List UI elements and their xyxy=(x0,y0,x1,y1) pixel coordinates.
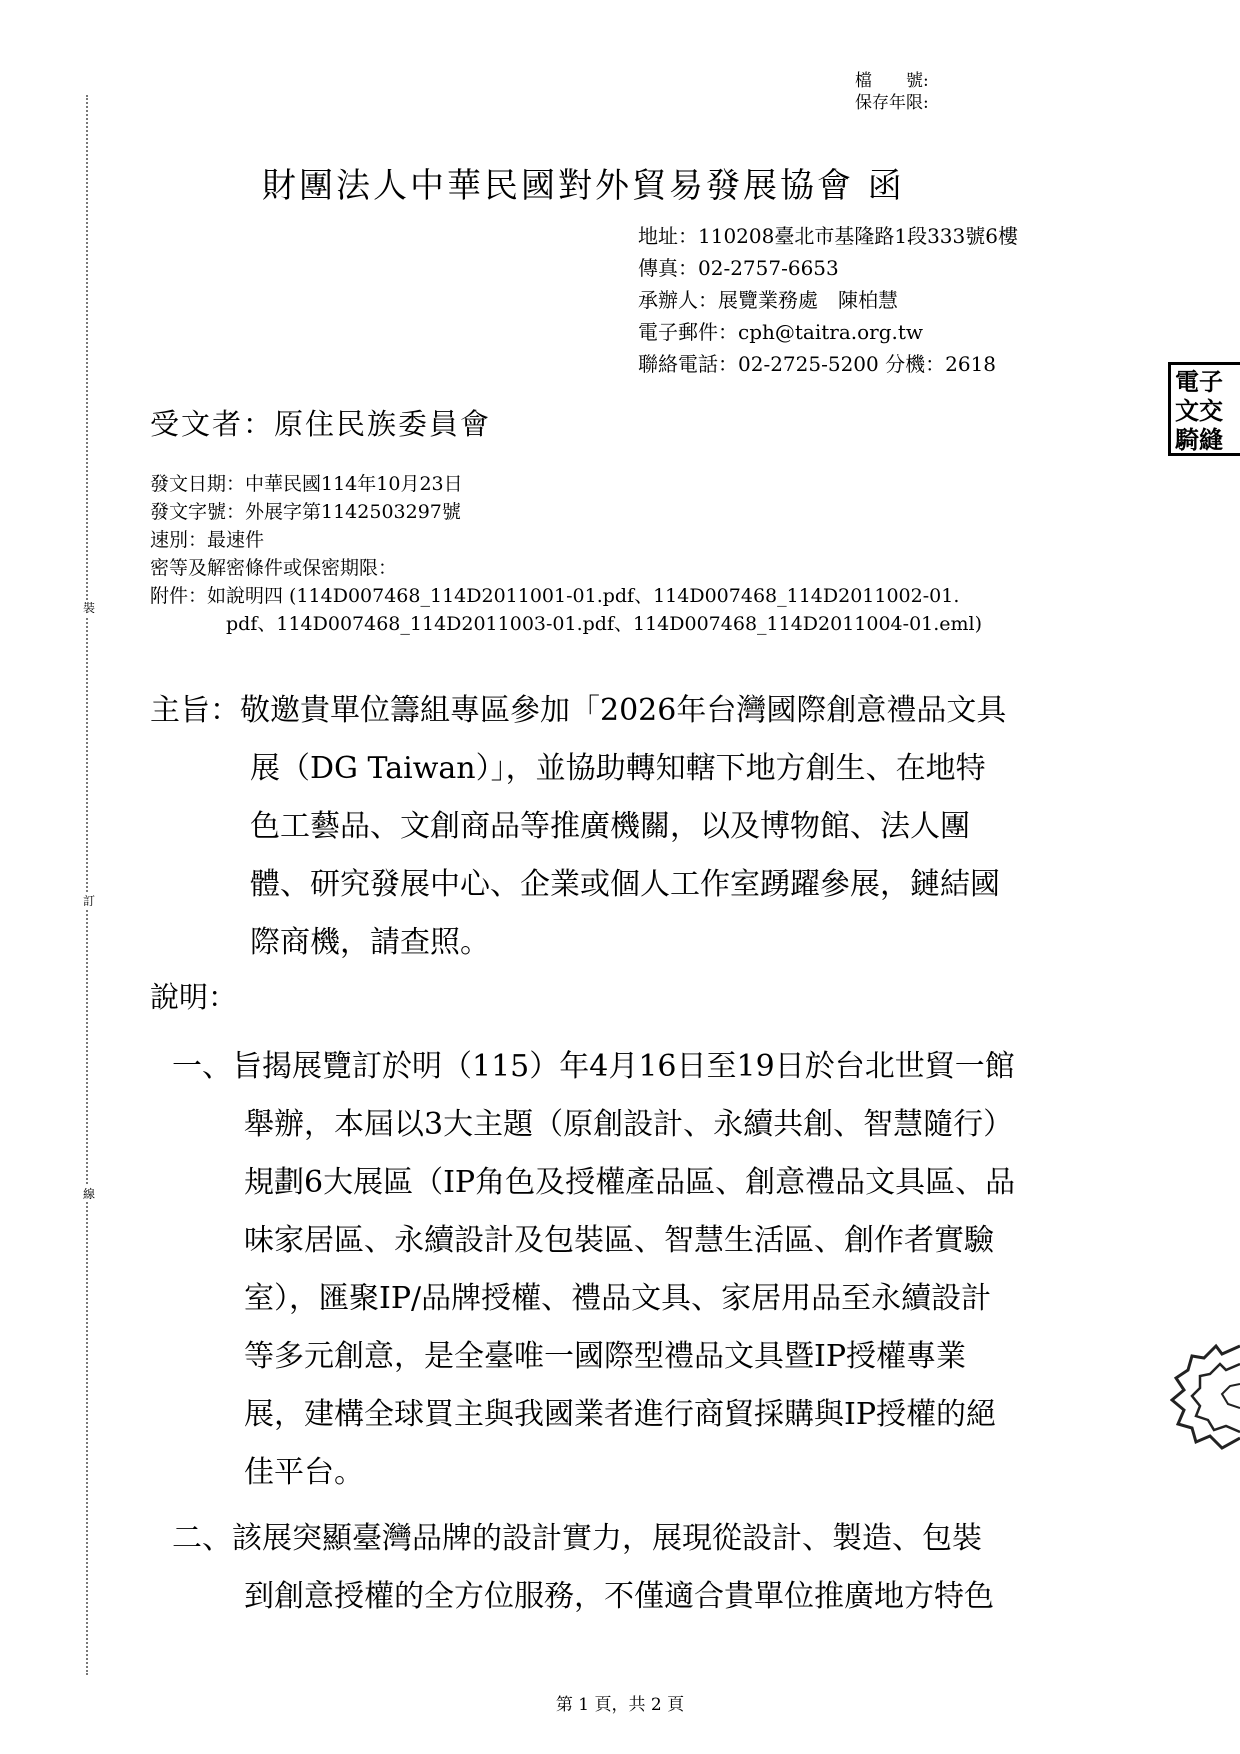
security-level: 密等及解密條件或保密期限： xyxy=(150,557,398,579)
subject-line: 展（DG Taiwan）」，並協助轉知轄下地方創生、在地特 xyxy=(250,751,986,786)
item-line: 展，建構全球買主與我國業者進行商貿採購與IP授權的絕 xyxy=(244,1397,997,1432)
file-info xyxy=(855,70,929,114)
item-line: 到創意授權的全方位服務，不僅適合貴單位推廣地方特色 xyxy=(244,1579,994,1614)
subject-line: 際商機，請查照。 xyxy=(250,925,490,960)
explanation-item-1 xyxy=(172,1038,1122,1502)
recipient: 受文者：原住民族委員會 xyxy=(150,407,492,441)
e-document-stamp xyxy=(1168,362,1240,456)
explanation-items xyxy=(172,1038,1122,1626)
subject-line: 主旨：敬邀貴單位籌組專區參加「2026年台灣國際創意禮品文具 xyxy=(150,693,1007,728)
attachment-continued: pdf、114D007468_114D2011003-01.pdf、114D007468_114D2011004-01.eml) xyxy=(226,613,983,635)
sender-contact-person: 承辦人：展覽業務處 陳柏慧 xyxy=(638,288,898,312)
subject-line: 體、研究發展中心、企業或個人工作室踴躍參展，鏈結國 xyxy=(250,867,1000,902)
binding-label-zhuang: 裝 xyxy=(80,600,98,616)
subject-section xyxy=(150,682,1100,972)
retention-label: 保存年限: xyxy=(855,93,929,113)
item-line: 一、旨揭展覽訂於明（115）年4月16日至19日於台北世貿一館 xyxy=(172,1049,1015,1084)
page-footer: 第 1 頁，共 2 頁 xyxy=(555,1695,685,1715)
item-line: 等多元創意，是全臺唯一國際型禮品文具暨IP授權專業 xyxy=(244,1339,967,1374)
item-line: 室），匯聚IP/品牌授權、禮品文具、家居用品至永續設計 xyxy=(244,1281,992,1316)
binding-margin-line xyxy=(86,95,98,1675)
item-line: 舉辦，本屆以3大主題（原創設計、永續共創、智慧隨行） xyxy=(244,1107,1014,1142)
item-line: 規劃6大展區（IP角色及授權產品區、創意禮品文具區、品 xyxy=(244,1165,1016,1200)
stamp-text: 電子文交騎縫 xyxy=(1175,367,1223,454)
document-meta xyxy=(150,470,982,638)
explanation-heading: 說明： xyxy=(150,980,238,1014)
item-line: 佳平台。 xyxy=(244,1455,364,1490)
doc-number: 發文字號：外展字第1142503297號 xyxy=(150,501,461,523)
speed: 速別：最速件 xyxy=(150,529,265,551)
explanation-item-2 xyxy=(172,1510,1122,1626)
file-number-label: 檔 號: xyxy=(855,71,929,91)
item-line: 二、該展突顯臺灣品牌的設計實力，展現從設計、製造、包裝 xyxy=(172,1521,982,1556)
subject-line: 色工藝品、文創商品等推廣機關，以及博物館、法人團 xyxy=(250,809,970,844)
binding-label-ding: 訂 xyxy=(80,893,98,909)
item-line: 味家居區、永續設計及包裝區、智慧生活區、創作者實驗 xyxy=(244,1223,994,1258)
document-title: 財團法人中華民國對外貿易發展協會 函 xyxy=(262,166,905,206)
sender-phone: 聯絡電話：02-2725-5200 分機：2618 xyxy=(638,352,997,376)
sender-email: 電子郵件：cph@taitra.org.tw xyxy=(638,320,924,344)
attachment: 附件：如說明四 (114D007468_114D2011001-01.pdf、114D007468_114D2011002-01. xyxy=(150,585,960,607)
sender-address: 地址：110208臺北市基隆路1段333號6樓 xyxy=(638,224,1018,248)
binding-label-xian: 線 xyxy=(80,1186,98,1202)
sender-info xyxy=(638,220,1018,380)
seal-stamp-icon xyxy=(1170,1340,1240,1452)
issue-date: 發文日期：中華民國114年10月23日 xyxy=(150,473,463,495)
sender-fax: 傳真：02-2757-6653 xyxy=(638,256,839,280)
